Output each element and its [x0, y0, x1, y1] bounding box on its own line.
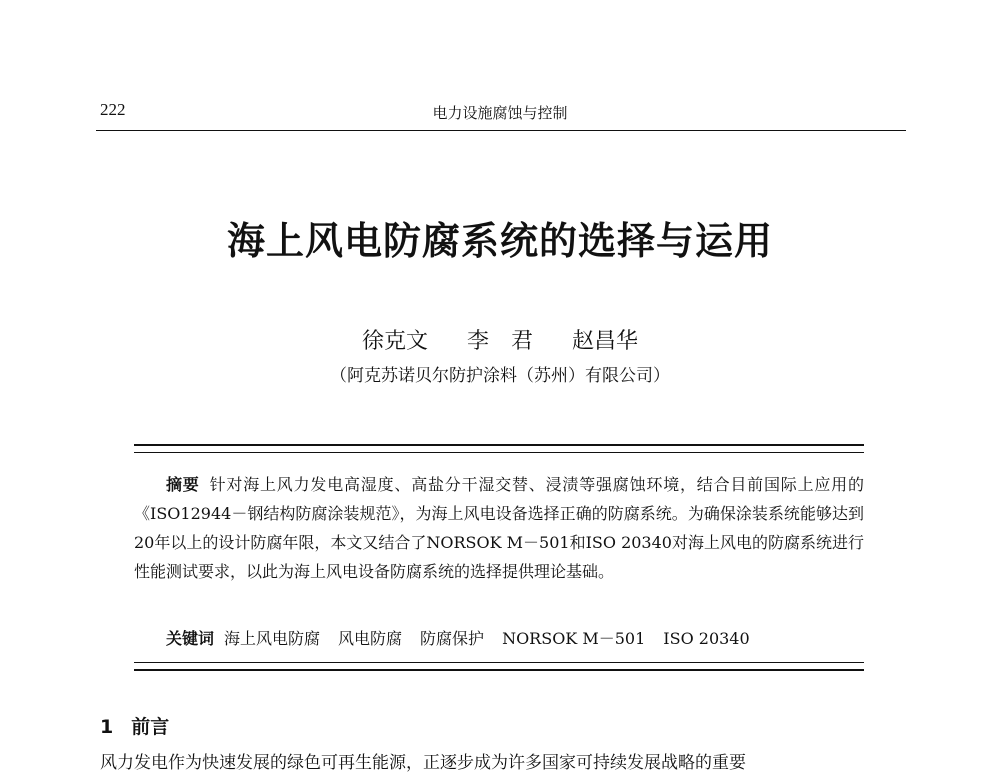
affiliation: （阿克苏诺贝尔防护涂料（苏州）有限公司） [330, 366, 670, 386]
section-number: 1 [100, 716, 114, 738]
header-rule [96, 130, 906, 131]
abstract-rule-bottom-thick [134, 669, 864, 671]
keywords-label: 关键词 [166, 629, 215, 648]
abstract-rule-top-thin [134, 452, 864, 453]
author-3: 赵昌华 [572, 329, 639, 354]
running-title: 电力设施腐蚀与控制 [432, 104, 568, 122]
page-number: 222 [100, 100, 126, 119]
abstract-rule-top-thick [134, 444, 864, 446]
abstract [134, 470, 864, 586]
abstract-label: 摘要 [166, 475, 200, 494]
author-list [0, 324, 1000, 355]
keyword: 风电防腐 [338, 629, 403, 648]
body-paragraph: 风力发电作为快速发展的绿色可再生能源，正逐步成为许多国家可持续发展战略的重要 [100, 753, 746, 773]
author-2: 李 君 [466, 329, 533, 354]
section-heading [100, 712, 169, 739]
keyword: NORSOK M－501 [502, 629, 646, 648]
author-1: 徐克文 [361, 329, 428, 354]
keyword: 海上风电防腐 [224, 629, 321, 648]
keywords [134, 624, 864, 653]
keyword: 防腐保护 [420, 629, 485, 648]
article-title: 海上风电防腐系统的选择与运用 [226, 218, 773, 263]
abstract-text: 针对海上风力发电高湿度、高盐分干湿交替、浸渍等强腐蚀环境，结合目前国际上应用的《ISO12944－钢结构防腐涂装规范》，为海上风电设备选择正确的防腐系统。为确保涂装系统能够达到20年以上的设计防腐年限，本文又结合了NORSOK M－501和ISO 20340对海上风电的防腐系统进行性能测试要求，以此为海上风电设备防腐系统的选择提供理论基础。 [134, 475, 864, 581]
abstract-rule-bottom-thin [134, 662, 864, 663]
keyword: ISO 20340 [663, 629, 750, 648]
section-title: 前言 [131, 716, 170, 738]
